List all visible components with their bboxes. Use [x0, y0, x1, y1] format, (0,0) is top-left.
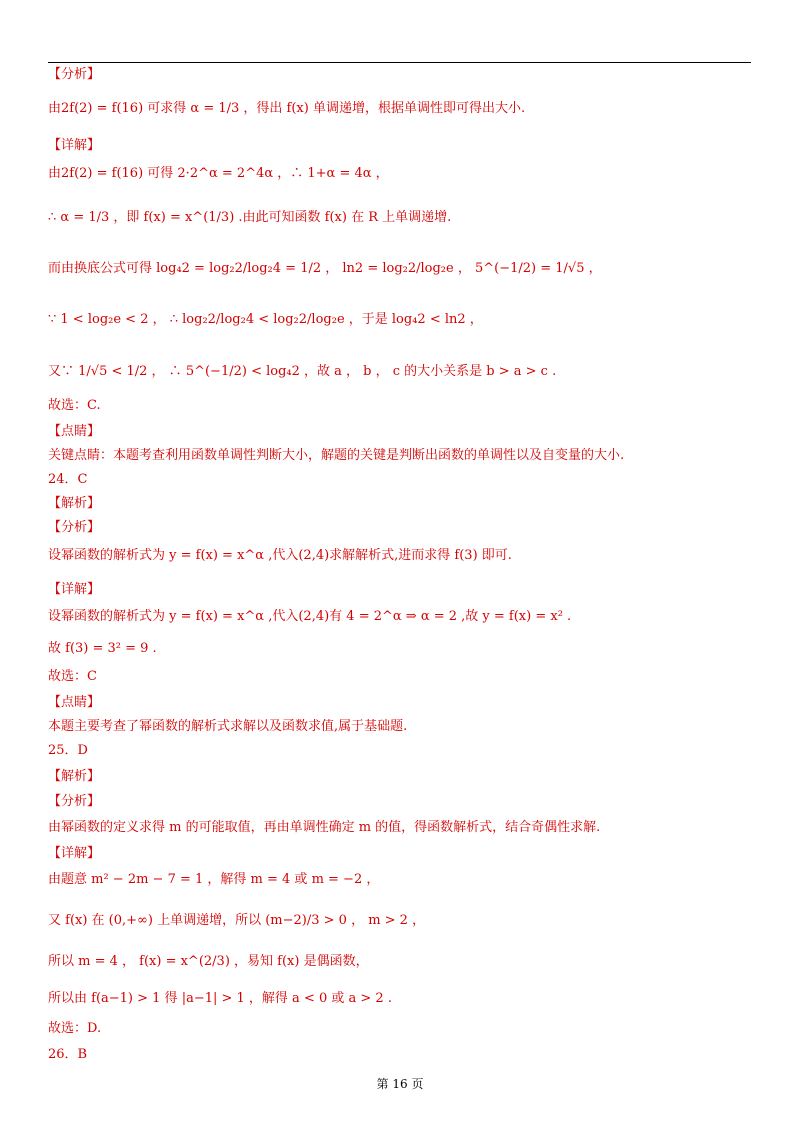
- question-25-heading: 25．D: [48, 743, 88, 758]
- detail-line-4: 所以由 f(a−1) > 1 得 |a−1| > 1 ，解得 a < 0 或 a > 2 .: [48, 991, 392, 1006]
- detail-line-4: ∵ 1 < log₂e < 2 ， ∴ log₂2/log₂4 < log₂2/log₂e ，于是 log₄2 < ln2 ，: [48, 312, 483, 327]
- label-remark: 【点睛】: [48, 424, 101, 439]
- detail-line-2: 故 f(3) = 3² = 9 .: [48, 641, 157, 656]
- label-solution: 【解析】: [48, 496, 101, 511]
- answer-25: 故选：D.: [48, 1021, 102, 1036]
- page-number: 第 16 页: [376, 1077, 424, 1091]
- question-24-heading: 24．C: [48, 472, 88, 487]
- analysis-text: 设幂函数的解析式为 y = f(x) = x^α ,代入(2,4)求解解析式,进而求得 f(3) 即可.: [48, 548, 512, 563]
- label-analysis: 【分析】: [48, 794, 101, 809]
- detail-line-2: 又 f(x) 在 (0,+∞) 上单调递增，所以 (m−2)/3 > 0 ， m > 2 ，: [48, 913, 426, 928]
- label-remark: 【点睛】: [48, 695, 101, 710]
- detail-line-5: 又∵ 1/√5 < 1/2 ， ∴ 5^(−1/2) < log₄2 ，故 a ， b ， c 的大小关系是 b > a > c .: [48, 364, 557, 379]
- label-solution: 【解析】: [48, 769, 101, 784]
- remark-text: 关键点睛：本题考查利用函数单调性判断大小，解题的关键是判断出函数的单调性以及自变量的大小.: [48, 448, 625, 463]
- label-detail: 【详解】: [48, 846, 101, 861]
- label-analysis: 【分析】: [48, 520, 101, 535]
- detail-line-2: ∴ α = 1/3 ，即 f(x) = x^(1/3) .由此可知函数 f(x) 在 R 上单调递增.: [48, 210, 452, 225]
- answer-23: 故选：C.: [48, 398, 101, 413]
- detail-line-1: 设幂函数的解析式为 y = f(x) = x^α ,代入(2,4)有 4 = 2^α ⇒ α = 2 ,故 y = f(x) = x² .: [48, 609, 572, 624]
- label-detail: 【详解】: [48, 138, 101, 153]
- detail-line-3: 而由换底公式可得 log₄2 = log₂2/log₂4 = 1/2 ， ln2 = log₂2/log₂e ， 5^(−1/2) = 1/√5 ，: [48, 261, 602, 276]
- answer-24: 故选：C: [48, 669, 97, 684]
- detail-line-1: 由题意 m² − 2m − 7 = 1 ，解得 m = 4 或 m = −2 ，: [48, 872, 380, 887]
- question-26-heading: 26．B: [48, 1047, 88, 1062]
- label-analysis: 【分析】: [48, 67, 101, 82]
- header-rule: [48, 62, 751, 63]
- detail-line-3: 所以 m = 4 ， f(x) = x^(2/3) ，易知 f(x) 是偶函数，: [48, 954, 369, 969]
- label-detail: 【详解】: [48, 582, 101, 597]
- analysis-text: 由2f(2) = f(16) 可求得 α = 1/3 ，得出 f(x) 单调递增，根据单调性即可得出大小.: [48, 101, 526, 116]
- detail-line-1: 由2f(2) = f(16) 可得 2·2^α = 2^4α ，∴ 1+α = 4α ，: [48, 166, 389, 181]
- analysis-text: 由幂函数的定义求得 m 的可能取值，再由单调性确定 m 的值，得函数解析式，结合奇偶性求解.: [48, 820, 601, 835]
- remark-text: 本题主要考查了幂函数的解析式求解以及函数求值,属于基础题.: [48, 719, 408, 734]
